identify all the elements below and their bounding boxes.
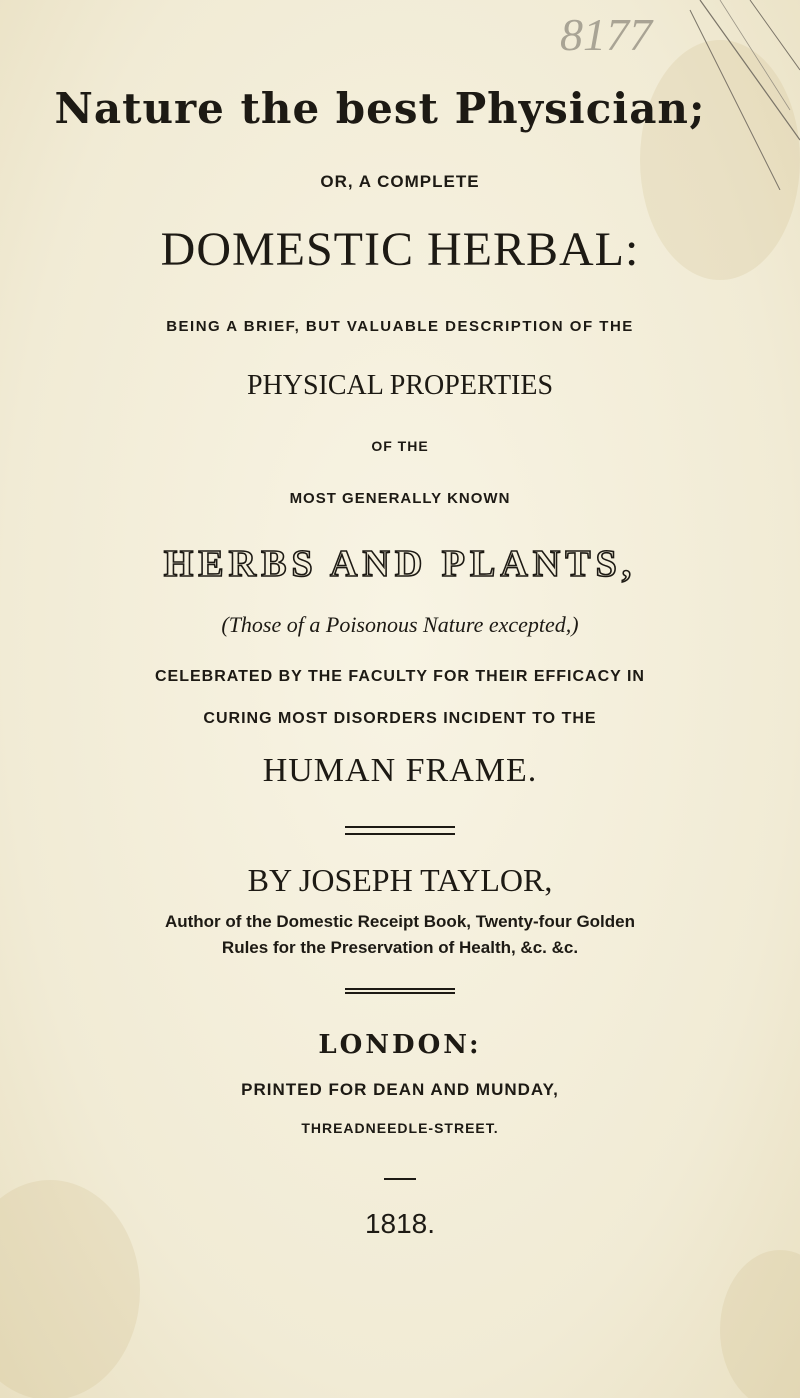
publication-year: 1818. xyxy=(364,1208,436,1239)
main-title: DOMESTIC HERBAL: xyxy=(160,223,640,276)
place-of-publication: LONDON: xyxy=(318,1030,482,1060)
human-frame: HUMAN FRAME. xyxy=(262,752,538,789)
most-generally-known: MOST GENERALLY KNOWN xyxy=(289,490,511,507)
physical-properties: PHYSICAL PROPERTIES xyxy=(246,370,554,401)
herbs-and-plants-title: HERBS AND PLANTS, xyxy=(163,543,637,585)
description-line: CURING MOST DISORDERS INCIDENT TO THE xyxy=(203,710,597,727)
author-line: BY JOSEPH TAYLOR, xyxy=(247,862,553,898)
divider-rule xyxy=(345,826,455,835)
subtitle-or-a-complete: OR, A COMPLETE xyxy=(320,172,480,191)
blackletter-title: Nature the best Physician; xyxy=(54,84,706,133)
printer-address: THREADNEEDLE-STREET. xyxy=(301,1120,499,1136)
author-credits: Author of the Domestic Receipt Book, Twenty-four Golden xyxy=(164,912,636,931)
divider-rule xyxy=(345,988,455,994)
short-rule xyxy=(384,1178,416,1180)
poisonous-excepted-note: (Those of a Poisonous Nature excepted,) xyxy=(221,612,579,637)
shelfmark: 8177 xyxy=(560,9,652,60)
of-the-line: OF THE xyxy=(371,438,429,454)
foxing-stain xyxy=(720,1250,800,1398)
printer-line: PRINTED FOR DEAN AND MUNDAY, xyxy=(241,1080,559,1099)
author-credits: Rules for the Preservation of Health, &c. &c. xyxy=(221,938,579,957)
description-line: CELEBRATED BY THE FACULTY FOR THEIR EFFICACY IN xyxy=(155,668,645,685)
description-line: BEING A BRIEF, BUT VALUABLE DESCRIPTION OF THE xyxy=(166,318,634,335)
